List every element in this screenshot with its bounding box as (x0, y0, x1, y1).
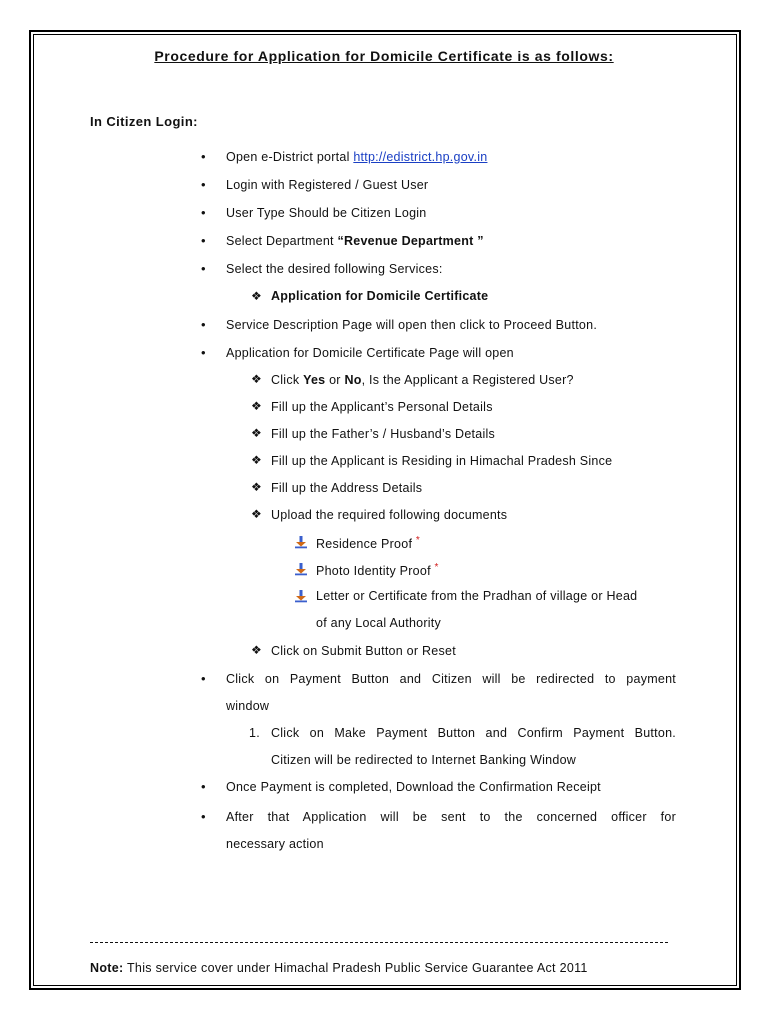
bullet-icon: • (201, 317, 206, 332)
substep-make-payment: Click on Make Payment Button and Confirm Payment Button. (271, 726, 676, 740)
step-select-services: Select the desired following Services: (226, 262, 443, 276)
step-sent-to-officer: After that Application will be sent to the concerned officer for (226, 810, 676, 824)
step-text: Open e-District portal (226, 150, 354, 164)
step-payment-cont: window (226, 699, 270, 713)
yes-option: Yes (303, 373, 326, 387)
bullet-icon: • (201, 177, 206, 192)
download-arrow-icon (294, 535, 308, 549)
footer-divider (90, 942, 668, 943)
document-residence-proof (316, 535, 420, 551)
document-label: Photo Identity Proof (316, 564, 431, 579)
note-text: This service cover under Himachal Pradesh Public Service Guarantee Act 2011 (123, 961, 588, 975)
portal-link[interactable]: http://edistrict.hp.gov.in (353, 150, 488, 164)
required-marker: * (434, 562, 439, 573)
bullet-icon: • (201, 671, 206, 686)
step-select-department (226, 234, 484, 248)
bullet-icon: • (201, 809, 206, 824)
substep-personal-details: Fill up the Applicant’s Personal Details (271, 400, 493, 414)
substep-submit-reset: Click on Submit Button or Reset (271, 644, 456, 658)
service-name: Application for Domicile Certificate (271, 289, 489, 303)
step-text: , Is the Applicant a Registered User? (361, 373, 574, 387)
four-diamond-icon: ❖ (251, 480, 262, 494)
four-diamond-icon: ❖ (251, 426, 262, 440)
four-diamond-icon: ❖ (251, 399, 262, 413)
four-diamond-icon: ❖ (251, 507, 262, 521)
bullet-icon: • (201, 233, 206, 248)
step-download-receipt: Once Payment is completed, Download the Confirmation Receipt (226, 780, 601, 794)
note-label: Note: (90, 961, 124, 975)
bullet-icon: • (201, 205, 206, 220)
document-label: Residence Proof (316, 537, 413, 552)
step-text: Select Department (226, 234, 338, 248)
four-diamond-icon: ❖ (251, 453, 262, 467)
step-application-page: Application for Domicile Certificate Page will open (226, 346, 514, 360)
bullet-icon: • (201, 261, 206, 276)
substep-upload-documents: Upload the required following documents (271, 508, 508, 522)
section-heading: In Citizen Login: (90, 114, 198, 129)
four-diamond-icon: ❖ (251, 372, 262, 386)
department-name: “Revenue Department ” (337, 234, 484, 248)
document-pradhan-letter: Letter or Certificate from the Pradhan of village or Head (316, 589, 638, 603)
step-sent-to-officer-cont: necessary action (226, 837, 324, 851)
step-payment: Click on Payment Button and Citizen will be redirected to payment (226, 672, 676, 686)
document-photo-identity-proof (316, 562, 439, 578)
step-user-type: User Type Should be Citizen Login (226, 206, 427, 220)
footer-note (90, 961, 588, 975)
document-title: Procedure for Application for Domicile Certificate is as follows: (154, 48, 614, 64)
download-arrow-icon (294, 562, 308, 576)
four-diamond-icon: ❖ (251, 289, 262, 303)
no-option: No (344, 373, 362, 387)
substep-registered-user (271, 373, 574, 387)
substep-make-payment-cont: Citizen will be redirected to Internet Banking Window (271, 753, 577, 767)
substep-residing-since: Fill up the Applicant is Residing in Himachal Pradesh Since (271, 454, 613, 468)
substep-father-husband-details: Fill up the Father’s / Husband’s Details (271, 427, 495, 441)
substep-address-details: Fill up the Address Details (271, 481, 423, 495)
bullet-icon: • (201, 779, 206, 794)
bullet-icon: • (201, 345, 206, 360)
bullet-icon: • (201, 149, 206, 164)
required-marker: * (415, 535, 421, 546)
list-number: 1. (249, 726, 260, 740)
document-pradhan-letter-cont: of any Local Authority (316, 616, 442, 630)
step-open-portal (226, 150, 487, 164)
step-login: Login with Registered / Guest User (226, 178, 429, 192)
four-diamond-icon: ❖ (251, 643, 262, 657)
download-arrow-icon (294, 589, 308, 603)
step-service-description: Service Description Page will open then click to Proceed Button. (226, 318, 598, 332)
step-text: Click (271, 373, 304, 387)
step-text: or (325, 373, 345, 387)
